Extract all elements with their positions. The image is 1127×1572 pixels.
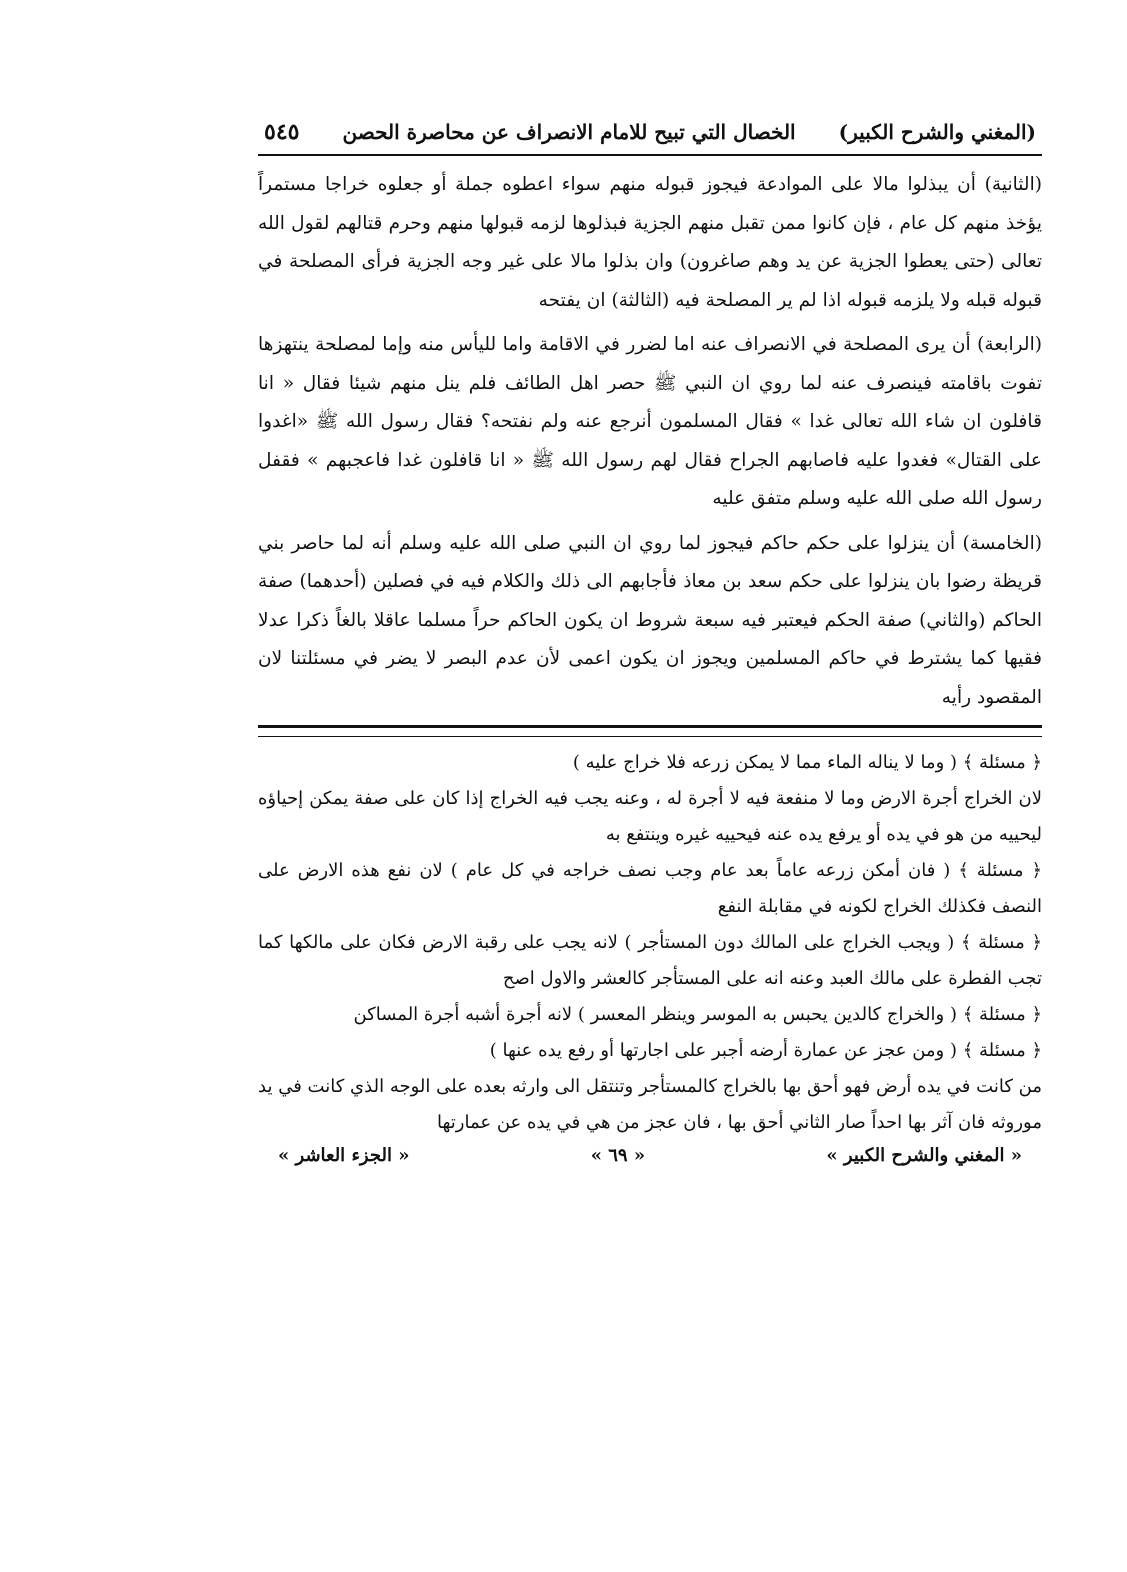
masala-3: ﴿ مسئلة ﴾ ( ويجب الخراج على المالك دون المستأجر ) لانه يجب على رقبة الارض فكان على مالكها كما تجب الفطرة على مالك العبد وعنه انه على المستأجر كالعشر والاول اصح (258, 932, 1042, 989)
double-rule-divider (258, 725, 1042, 737)
masala-body-1: لان الخراج أجرة الارض وما لا منفعة فيه لا أجرة له ، وعنه يجب فيه الخراج إذا كان على صفة يمكن إحياؤه ليحييه من هو في يده أو يرفع يده عنه فيحييه غيره وينتفع به (258, 788, 1042, 845)
commentary-text (258, 745, 1042, 1141)
paragraph-second: (الثانية) أن يبذلوا مالا على الموادعة فيجوز قبوله منهم سواء اعطوه جملة أو جعلوه خراجا مستمراً يؤخذ منهم كل عام ، فإن كانوا ممن تقبل منهم الجزية فبذلوها لزمه قبولها منهم وحرم قتالهم لقول الله تعالى (حتى يعطوا الجزية عن يد وهم صاغرون) وان بذلوا مالا على غير وجه الجزية فرأى المصلحة في قبوله قبله ولا يلزمه قبوله اذا لم ير المصلحة فيه (الثالثة) ان يفتحه (258, 174, 1042, 311)
page-number: ٥٤٥ (264, 119, 300, 145)
header-book-title: (المغني والشرح الكبير) (838, 120, 1036, 144)
paragraph-fifth: (الخامسة) أن ينزلوا على حكم حاكم فيجوز لما روي ان النبي صلى الله عليه وسلم أنه لما حاصر بني قريظة رضوا بان ينزلوا على حكم سعد بن معاذ فأجابهم الى ذلك والكلام فيه في فصلين (أحدهما) صفة الحاكم (والثاني) صفة الحكم فيعتبر فيه سبعة شروط ان يكون الحاكم حراً مسلما عاقلا بالغاً ذكرا عدلا فقيها كما يشترط في حاكم المسلمين ويجوز ان يكون اعمى لأن عدم البصر لا يضر في مسئلتنا لان المقصود رأيه (258, 532, 1042, 708)
footer-book-title: « المغني والشرح الكبير » (826, 1145, 1022, 1166)
masala-heading-1: ﴿ مسئلة ﴾ ( وما لا يناله الماء مما لا يمكن زرعه فلا خراج عليه ) (572, 752, 1042, 773)
paragraph-fourth: (الرابعة) أن يرى المصلحة في الانصراف عنه اما لضرر في الاقامة واما لليأس منه وإما لمصلحة ينتهزها تفوت باقامته فينصرف عنه لما روي ان النبي ﷺ حصر اهل الطائف فلم ينل منهم شيئا فقال « انا قافلون ان شاء الله تعالى غدا » فقال المسلمون أنرجع عنه ولم نفتحه؟ فقال رسول الله ﷺ «اغدوا على القتال» فغدوا عليه فاصابهم الجراح فقال لهم رسول الله ﷺ « انا قافلون غدا فاعجبهم » فقفل رسول الله صلى الله عليه وسلم متفق عليه (258, 334, 1042, 509)
main-text (258, 166, 1042, 717)
masala-2: ﴿ مسئلة ﴾ ( فان أمكن زرعه عاماً بعد عام وجب نصف خراجه في كل عام ) لان نفع هذه الارض على النصف فكذلك الخراج لكونه في مقابلة النفع (258, 860, 1042, 917)
footer-signature-number: « ٦٩ » (590, 1145, 646, 1166)
masala-heading-5: ﴿ مسئلة ﴾ ( ومن عجز عن عمارة أرضه أجبر على اجارتها أو رفع يده عنها ) (489, 1040, 1042, 1061)
book-page (258, 110, 1042, 1166)
running-header (258, 110, 1042, 156)
page-footer (258, 1145, 1042, 1166)
header-topic: الخصال التي تبيح للامام الانصراف عن محاصرة الحصن (342, 120, 796, 144)
masala-4: ﴿ مسئلة ﴾ ( والخراج كالدين يحبس به الموسر وينظر المعسر ) لانه أجرة أشبه أجرة المساكن (353, 1004, 1042, 1025)
footer-volume: « الجزء العاشر » (278, 1145, 410, 1166)
masala-body-5: من كانت في يده أرض فهو أحق بها بالخراج كالمستأجر وتنتقل الى وارثه بعده على الوجه الذي كانت في يد موروثه فان آثر بها احداً صار الثاني أحق بها ، فان عجز من هي في يده عن عمارتها (258, 1076, 1042, 1133)
